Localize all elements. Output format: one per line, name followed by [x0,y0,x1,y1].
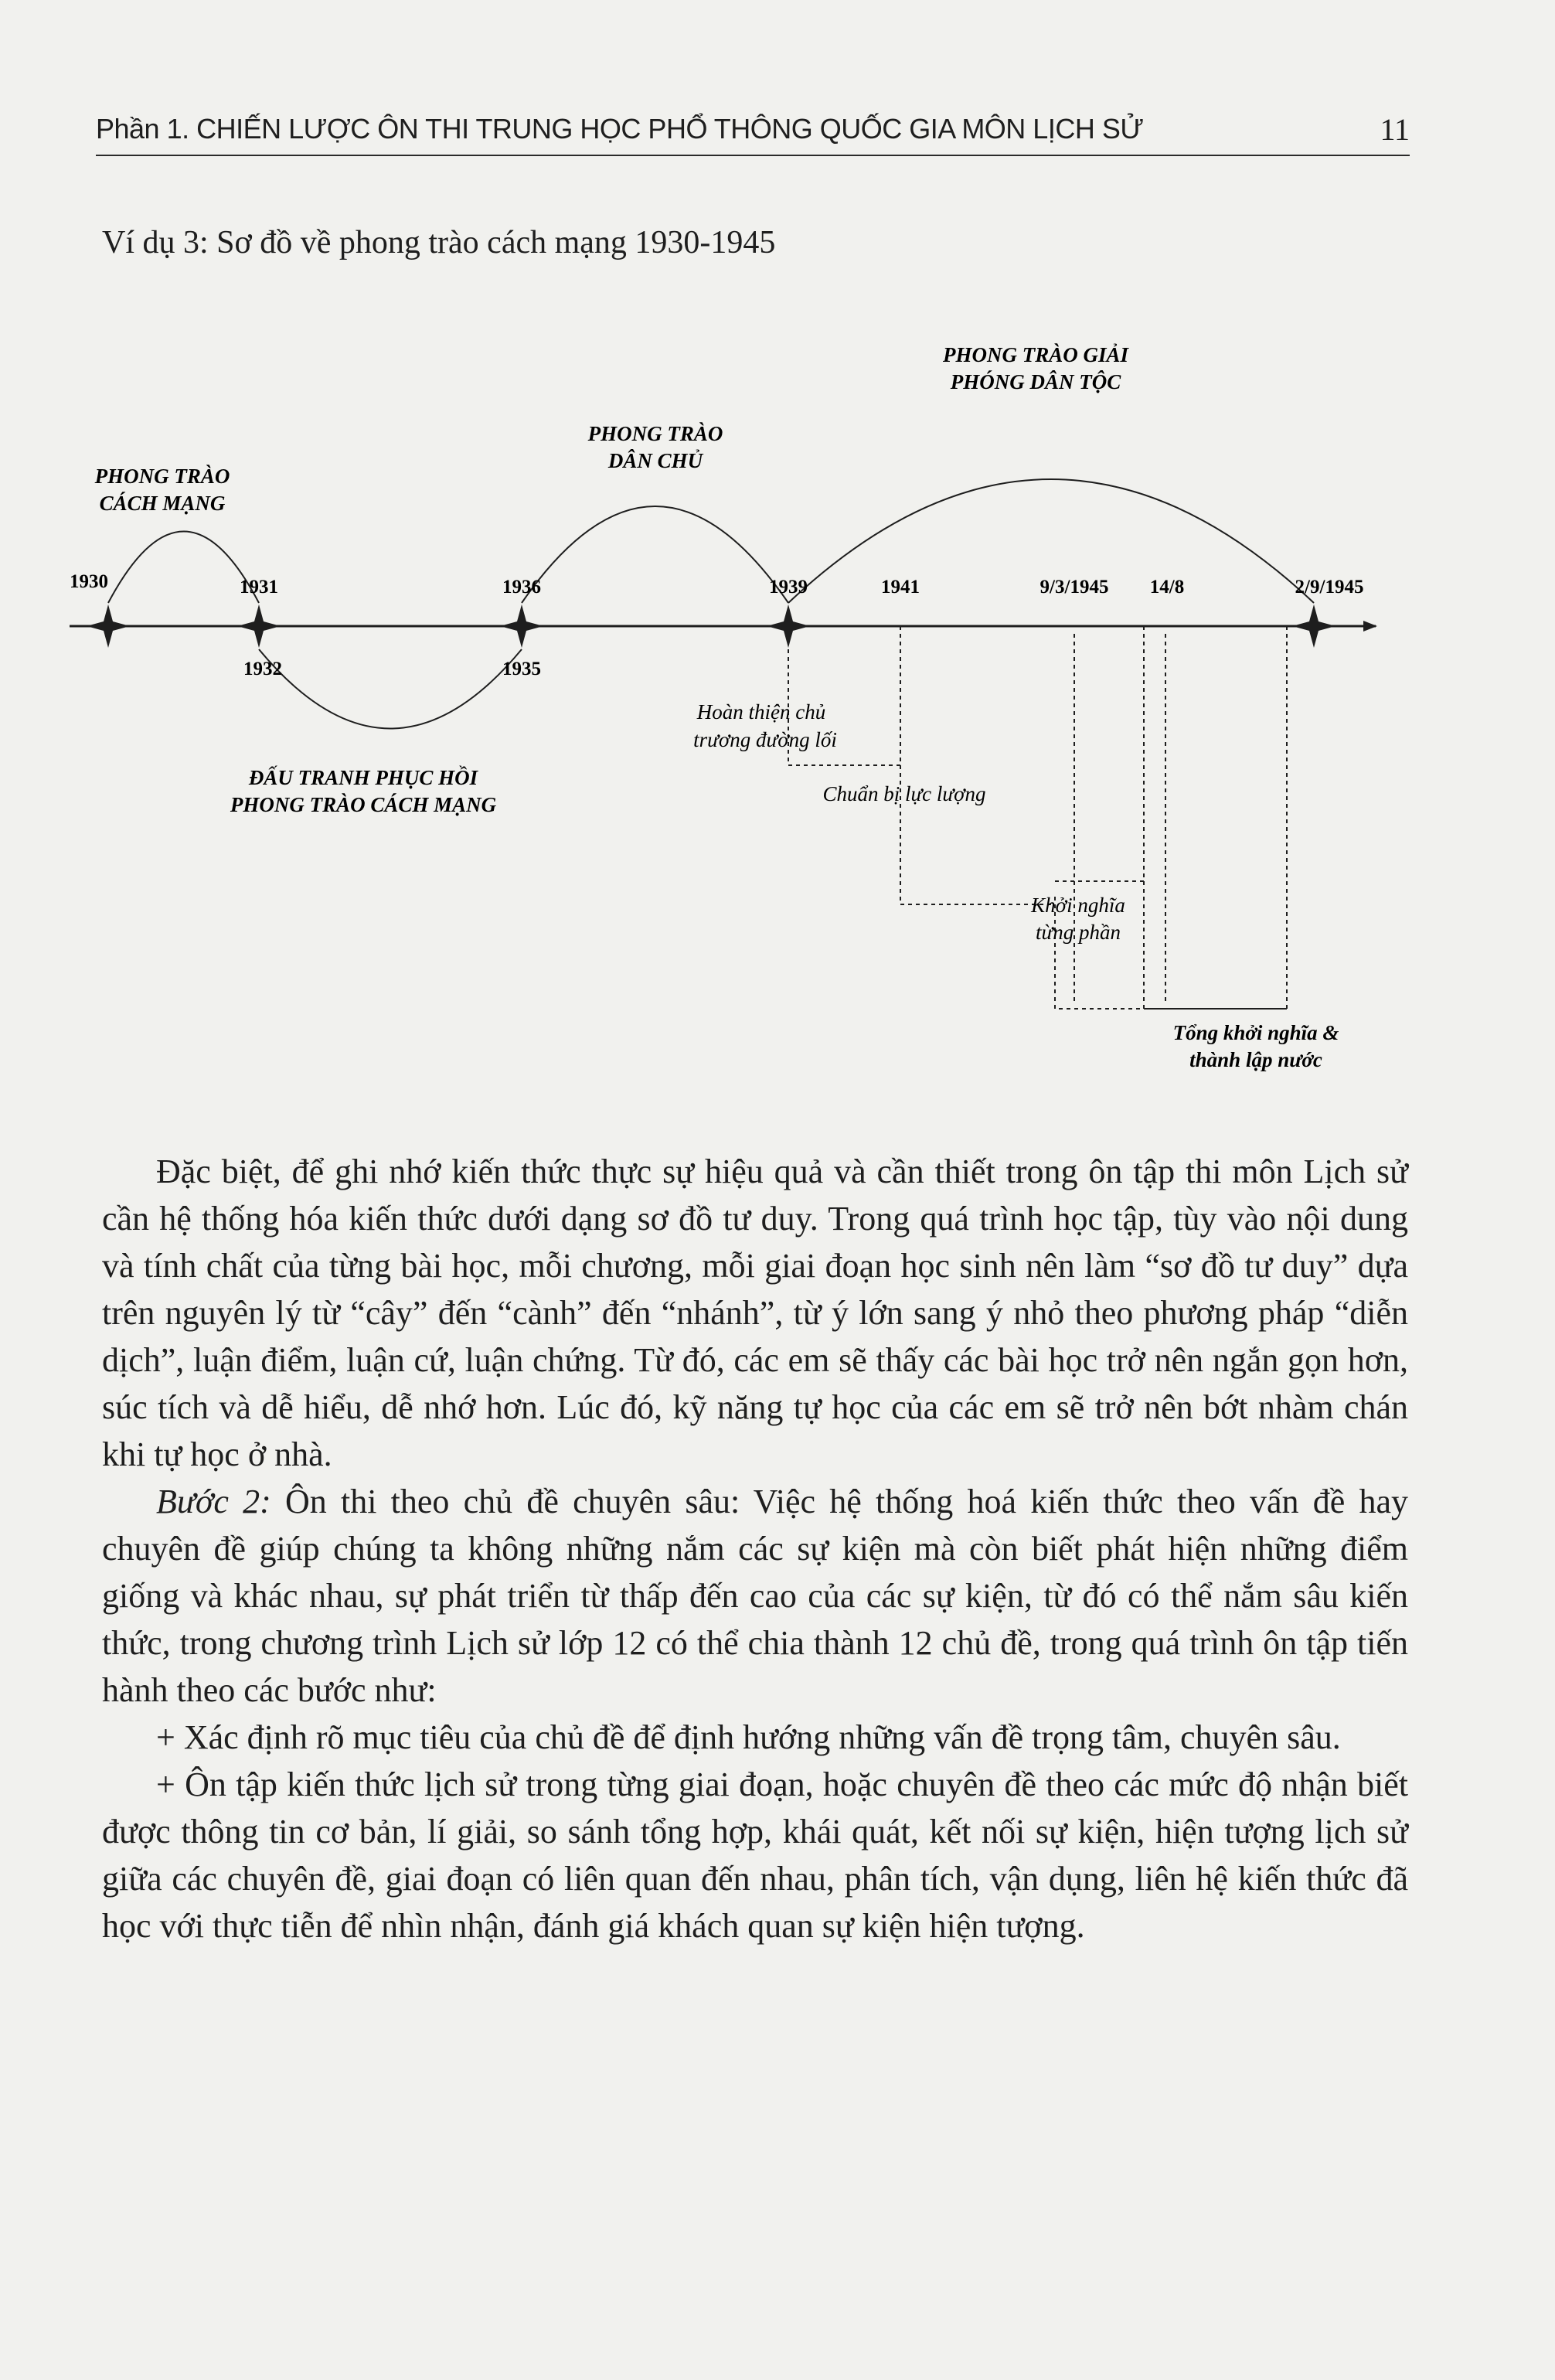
body-text [102,1148,1408,1949]
page-header [96,108,1410,156]
phase-4-label-line2: PHÓNG DÂN TỘC [950,370,1121,393]
star-marker-1931 [237,604,281,648]
step-1-label-line2: trương đường lối [693,728,837,751]
phase-1-label-line2: CÁCH MẠNG [99,492,226,515]
year-label: 2/9/1945 [1295,577,1364,598]
phase-2-label-line1: ĐẤU TRANH PHỤC HỒI [248,766,478,789]
paragraph-2 [102,1478,1408,1714]
page-number: 11 [1380,112,1410,147]
paragraph-3: + Xác định rõ mục tiêu của chủ đề để định hướng những vấn đề trọng tâm, chuyên sâu. [156,1718,1341,1756]
phase-3-label-line1: PHONG TRÀO [587,422,723,445]
phase-3-label-line2: DÂN CHỦ [607,449,703,472]
year-label: 1936 [502,577,541,598]
year-label: 1931 [240,577,278,598]
phase-1-label-line1: PHONG TRÀO [94,465,230,488]
step-1-label-line1: Hoàn thiện chủ [696,700,826,724]
arc-phase-2 [259,649,522,729]
step-3-label-line2: từng phần [1036,921,1121,944]
star-marker-1945 [1292,604,1336,648]
header-title: Phần 1. CHIẾN LƯỢC ÔN THI TRUNG HỌC PHỔ THÔNG QUỐC GIA MÔN LỊCH SỬ [96,113,1144,145]
star-marker-1930 [87,604,130,648]
year-label: 1935 [502,659,541,679]
step-2-box [900,626,1055,904]
step-4-label-line2: thành lập nước [1189,1048,1322,1071]
year-label: 1932 [243,659,282,679]
step-label: Bước 2: [156,1483,271,1520]
phase-2-label-line2: PHONG TRÀO CÁCH MẠNG [230,793,497,816]
step-2-label: Chuẩn bị lực lượng [822,782,986,805]
arc-phase-3 [522,506,788,603]
star-marker-1936 [500,604,543,648]
phase-4-label-line1: PHONG TRÀO GIẢI [942,343,1129,366]
step-3-label-line1: Khởi nghĩa [1031,894,1125,917]
year-label: 1939 [769,577,808,598]
paragraph-1: Đặc biệt, để ghi nhớ kiến thức thực sự hiệu quả và cần thiết trong ôn tập thi môn Lịch sử cần hệ thống hóa kiến thức dưới dạng sơ đồ tư duy. Trong quá trình học tập, tùy vào nội dung và tính chất của từng bài học, mỗi chương, mỗi giai đoạn học sinh nên làm “sơ đồ tư duy” dựa trên nguyên lý từ “cây” đến “cành” đến “nhánh”, từ ý lớn sang ý nhỏ theo phương pháp “diễn dịch”, luận điểm, luận cứ, luận chứng. Từ đó, các em sẽ thấy các bài học trở nên ngắn gọn hơn, súc tích và dễ hiểu, dễ nhớ hơn. Lúc đó, kỹ năng tự học của các em sẽ trở nên bớt nhàm chán khi tự học ở nhà. [102,1153,1408,1473]
year-label: 14/8 [1149,577,1185,598]
arc-phase-1 [108,532,259,604]
year-label: 1941 [881,577,920,598]
step-4-label-line1: Tổng khởi nghĩa & [1172,1021,1339,1044]
timeline-diagram [0,309,1555,1082]
example-title: Ví dụ 3: Sơ đồ về phong trào cách mạng 1930-1945 [102,225,776,260]
year-label: 1930 [70,571,108,592]
paragraph-2-text: Ôn thi theo chủ đề chuyên sâu: Việc hệ thống hoá kiến thức theo vấn đề hay chuyên đề giúp chúng ta không những nắm các sự kiện mà còn biết phát hiện những điểm giống và khác nhau, sự phát triển từ thấp đến cao của các sự kiện, từ đó có thể nắm sâu kiến thức, trong chương trình Lịch sử lớp 12 có thể chia thành 12 chủ đề, trong quá trình ôn tập tiến hành theo các bước như: [102,1483,1409,1709]
paragraph-4: + Ôn tập kiến thức lịch sử trong từng giai đoạn, hoặc chuyên đề theo các mức độ nhận biết được thông tin cơ bản, lí giải, so sánh tổng hợp, khái quát, kết nối sự kiện, hiện tượng lịch sử giữa các chuyên đề, giai đoạn có liên quan đến nhau, phân tích, vận dụng, liên hệ kiến thức đã học với thực tiễn để nhìn nhận, đánh giá khách quan sự kiện hiện tượng. [102,1765,1408,1945]
year-label: 9/3/1945 [1040,577,1109,598]
